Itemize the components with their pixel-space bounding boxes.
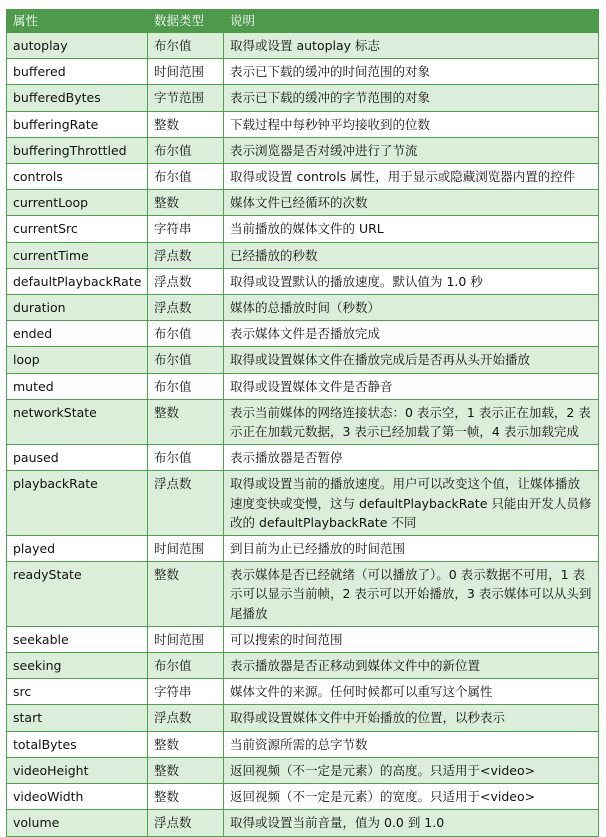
description: 下载过程中每秒钟平均接收到的位数 [230, 116, 431, 132]
property-name: paused [7, 445, 148, 470]
property-name: bufferingThrottled [7, 138, 148, 163]
property-name: currentTime [7, 243, 148, 268]
property-name: src [7, 679, 148, 704]
data-type: 布尔值 [148, 374, 224, 399]
table-row [6, 627, 599, 653]
table-body [6, 33, 599, 837]
property-name: controls [7, 164, 148, 189]
property-name: autoplay [7, 33, 148, 58]
table-row [6, 374, 599, 400]
description: 取得或设置 controls 属性，用于显示或隐藏浏览器内置的控件 [230, 169, 576, 185]
description: 媒体文件的来源。任何时候都可以重写这个属性 [230, 684, 493, 700]
table-row [6, 471, 599, 536]
description: 表示浏览器是否对缓冲进行了节流 [230, 142, 418, 158]
table-row [6, 269, 599, 295]
table-row [6, 445, 599, 471]
data-type: 整数 [148, 732, 224, 757]
property-name: volume [7, 810, 148, 835]
description: 表示当前媒体的网络连接状态：0 表示空，1 表示正在加载，2 表示正在加载元数据，3 表示已经加载了第一帧，4 表示加载完成 [230, 404, 591, 440]
description: 已经播放的秒数 [230, 247, 318, 263]
property-name: videoHeight [7, 758, 148, 783]
property-name: buffered [7, 59, 148, 84]
description: 取得或设置默认的播放速度。默认值为 1.0 秒 [230, 273, 483, 289]
data-type: 布尔值 [148, 347, 224, 372]
data-type: 时间范围 [148, 59, 224, 84]
description: 可以搜索的时间范围 [230, 631, 343, 647]
data-type: 布尔值 [148, 138, 224, 163]
table-row [6, 112, 599, 138]
table-row [6, 705, 599, 731]
media-properties-table [6, 9, 599, 837]
data-type: 整数 [148, 758, 224, 783]
data-type: 时间范围 [148, 627, 224, 652]
description: 表示播放器是否暂停 [230, 450, 343, 466]
table-row [6, 33, 599, 59]
property-name: networkState [7, 400, 148, 444]
table-row [6, 164, 599, 190]
data-type: 浮点数 [148, 243, 224, 268]
property-name: currentSrc [7, 216, 148, 241]
data-type: 字符串 [148, 216, 224, 241]
description: 返回视频（不一定是元素）的高度。只适用于<video> [230, 762, 536, 778]
description: 表示媒体是否已经就绪（可以播放了）。0 表示数据不可用，1 表示可以显示当前帧，2 表示可以开始播放，3 表示媒体可以从头到尾播放 [230, 567, 592, 621]
property-name: bufferedBytes [7, 85, 148, 110]
property-name: loop [7, 347, 148, 372]
data-type: 布尔值 [148, 33, 224, 58]
property-name: played [7, 536, 148, 561]
table-row [6, 400, 599, 445]
table-header-row [6, 9, 599, 33]
property-name: totalBytes [7, 732, 148, 757]
property-name: seeking [7, 653, 148, 678]
data-type: 整数 [148, 784, 224, 809]
description: 当前资源所需的总字节数 [230, 736, 368, 752]
property-name: videoWidth [7, 784, 148, 809]
property-name: currentLoop [7, 190, 148, 215]
description: 媒体文件已经循环的次数 [230, 195, 368, 211]
description: 取得或设置媒体文件在播放完成后是否再从头开始播放 [230, 352, 531, 368]
description: 取得或设置 autoplay 标志 [230, 38, 381, 53]
table-row [6, 190, 599, 216]
table-row [6, 321, 599, 347]
table-row [6, 138, 599, 164]
table-row [6, 85, 599, 111]
header-data-type: 数据类型 [154, 13, 205, 28]
data-type: 浮点数 [148, 269, 224, 294]
property-name: ended [7, 321, 148, 346]
data-type: 字符串 [148, 679, 224, 704]
property-name: muted [7, 374, 148, 399]
table-row [6, 216, 599, 242]
data-type: 字节范围 [148, 85, 224, 110]
data-type: 整数 [148, 112, 224, 137]
table-row [6, 295, 599, 321]
description: 表示播放器是否正移动到媒体文件中的新位置 [230, 658, 481, 674]
header-description: 说明 [230, 13, 256, 28]
table-row [6, 784, 599, 810]
data-type: 浮点数 [148, 705, 224, 730]
property-name: start [7, 705, 148, 730]
table-row [6, 347, 599, 373]
data-type: 浮点数 [148, 810, 224, 835]
description: 表示媒体文件是否播放完成 [230, 326, 381, 342]
description: 表示已下载的缓冲的时间范围的对象 [230, 64, 431, 80]
property-name: readyState [7, 562, 148, 626]
table-row [6, 562, 599, 627]
data-type: 整数 [148, 562, 224, 626]
data-type: 浮点数 [148, 471, 224, 535]
data-type: 整数 [148, 190, 224, 215]
description: 取得或设置当前的播放速度。用户可以改变这个值，让媒体播放速度变快或变慢，这与 defaultPlaybackRate 只能由开发人员修改的 defaultPlaybackRate 不同 [230, 476, 592, 530]
header-property: 属性 [13, 13, 39, 28]
table-row [6, 59, 599, 85]
property-name: seekable [7, 627, 148, 652]
data-type: 时间范围 [148, 536, 224, 561]
table-row [6, 243, 599, 269]
data-type: 布尔值 [148, 445, 224, 470]
data-type: 布尔值 [148, 653, 224, 678]
property-name: bufferingRate [7, 112, 148, 137]
table-row [6, 732, 599, 758]
data-type: 布尔值 [148, 164, 224, 189]
data-type: 布尔值 [148, 321, 224, 346]
data-type: 浮点数 [148, 295, 224, 320]
table-row [6, 810, 599, 836]
property-name: defaultPlaybackRate [7, 269, 148, 294]
description: 当前播放的媒体文件的 URL [230, 221, 384, 237]
table-row [6, 536, 599, 562]
property-name: playbackRate [7, 471, 148, 535]
description: 取得或设置媒体文件中开始播放的位置，以秒表示 [230, 710, 506, 726]
description: 返回视频（不一定是元素）的宽度。只适用于<video> [230, 789, 536, 805]
description: 取得或设置媒体文件是否静音 [230, 378, 393, 394]
data-type: 整数 [148, 400, 224, 444]
table-row [6, 653, 599, 679]
description: 取得或设置当前音量，值为 0.0 到 1.0 [230, 815, 445, 831]
property-name: duration [7, 295, 148, 320]
description: 到目前为止已经播放的时间范围 [230, 541, 406, 557]
description: 媒体的总播放时间（秒数） [230, 300, 381, 316]
table-row [6, 679, 599, 705]
table-row [6, 758, 599, 784]
description: 表示已下载的缓冲的字节范围的对象 [230, 90, 431, 106]
